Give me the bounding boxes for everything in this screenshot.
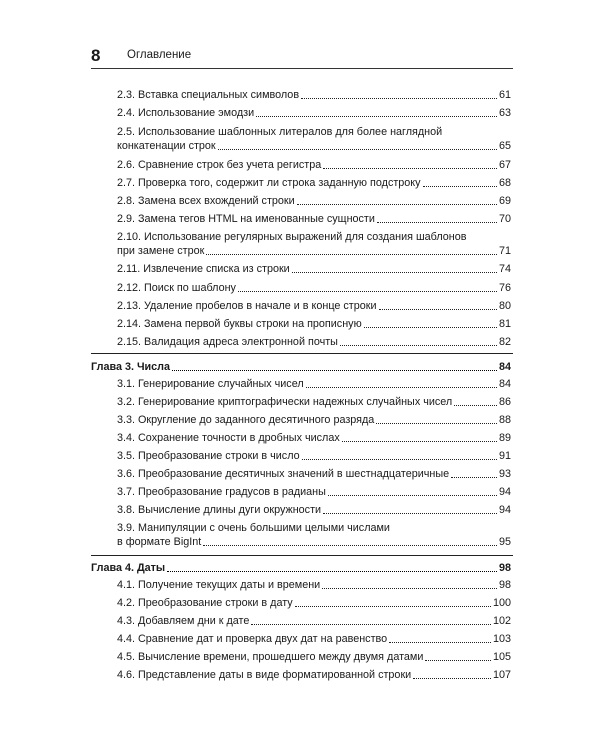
toc-entry xyxy=(117,230,511,258)
chapter-title: Глава 4. Даты xyxy=(91,562,166,574)
entry-title: 3.5. Преобразование строки в число xyxy=(117,450,300,462)
dot-leader xyxy=(206,254,497,255)
page-ref: 84 xyxy=(498,361,511,373)
section-divider xyxy=(91,555,513,556)
toc-entry xyxy=(117,485,511,499)
dot-leader xyxy=(251,624,491,625)
toc-entry xyxy=(117,281,511,295)
entry-title-line1: 2.10. Использование регулярных выражений для создания шаблонов xyxy=(117,231,467,243)
page-ref: 89 xyxy=(498,432,511,444)
page-ref: 103 xyxy=(492,633,511,645)
dot-leader xyxy=(297,204,497,205)
page-ref: 94 xyxy=(498,486,511,498)
dot-leader xyxy=(379,309,497,310)
entry-title: 2.3. Вставка специальных символов xyxy=(117,89,300,101)
dot-leader xyxy=(295,606,491,607)
dot-leader xyxy=(425,660,491,661)
page-ref: 76 xyxy=(498,282,511,294)
dot-leader xyxy=(322,588,497,589)
toc-entry xyxy=(117,262,511,276)
dot-leader xyxy=(323,513,497,514)
toc-entry xyxy=(117,614,511,628)
entry-title: 3.4. Сохранение точности в дробных числах xyxy=(117,432,340,444)
chapter-title: Глава 3. Числа xyxy=(91,361,171,373)
entry-title: 2.6. Сравнение строк без учета регистра xyxy=(117,159,322,171)
toc-entry xyxy=(117,395,511,409)
page-ref: 94 xyxy=(498,504,511,516)
dot-leader xyxy=(340,345,497,346)
toc-entry xyxy=(117,503,511,517)
dot-leader xyxy=(172,370,497,371)
page-ref: 102 xyxy=(492,615,511,627)
entry-title: 4.6. Представление даты в виде форматированной строки xyxy=(117,669,412,681)
page-ref: 81 xyxy=(498,318,511,330)
entry-title: 3.8. Вычисление длины дуги окружности xyxy=(117,504,322,516)
page-ref: 105 xyxy=(492,651,511,663)
toc-entry xyxy=(117,521,511,549)
dot-leader xyxy=(423,186,497,187)
toc-entry xyxy=(117,176,511,190)
page-ref: 61 xyxy=(498,89,511,101)
dot-leader xyxy=(238,291,497,292)
entry-title-line1: 2.5. Использование шаблонных литералов для более наглядной xyxy=(117,126,443,138)
dot-leader xyxy=(302,459,497,460)
toc-entry xyxy=(117,449,511,463)
entry-title: 3.6. Преобразование десятичных значений в шестнадцатеричные xyxy=(117,468,450,480)
entry-title: 2.8. Замена всех вхождений строки xyxy=(117,195,295,207)
dot-leader xyxy=(256,116,497,117)
entry-title: 2.11. Извлечение списка из строки xyxy=(117,263,290,275)
page-ref: 68 xyxy=(498,177,511,189)
dot-leader xyxy=(323,168,497,169)
entry-title-line1: 3.9. Манипуляции с очень большими целыми числами xyxy=(117,522,390,534)
toc-entry xyxy=(117,125,511,153)
page-ref: 80 xyxy=(498,300,511,312)
page-ref: 63 xyxy=(498,107,511,119)
entry-title: 2.12. Поиск по шаблону xyxy=(117,282,236,294)
toc-entry xyxy=(117,596,511,610)
dot-leader xyxy=(328,495,497,496)
entry-title: 4.1. Получение текущих даты и времени xyxy=(117,579,321,591)
page-ref: 88 xyxy=(498,414,511,426)
toc-entry xyxy=(117,158,511,172)
entry-title-line2: конкатенации строк xyxy=(117,140,216,152)
running-title: Оглавление xyxy=(127,49,192,61)
dot-leader xyxy=(364,327,497,328)
page-ref: 95 xyxy=(498,536,511,548)
entry-title: 2.7. Проверка того, содержит ли строка заданную подстроку xyxy=(117,177,421,189)
page-ref: 67 xyxy=(498,159,511,171)
page-ref: 107 xyxy=(492,669,511,681)
entry-title: 4.4. Сравнение дат и проверка двух дат на равенство xyxy=(117,633,388,645)
toc-entry xyxy=(117,317,511,331)
entry-title-line2: при замене строк xyxy=(117,245,205,257)
page-ref: 82 xyxy=(498,336,511,348)
dot-leader xyxy=(389,642,491,643)
entry-title: 4.5. Вычисление времени, прошедшего между двумя датами xyxy=(117,651,424,663)
page-ref: 93 xyxy=(498,468,511,480)
page-ref: 74 xyxy=(498,263,511,275)
dot-leader xyxy=(167,571,497,572)
entry-title: 3.1. Генерирование случайных чисел xyxy=(117,378,304,390)
section-divider xyxy=(91,353,513,354)
dot-leader xyxy=(376,423,497,424)
entry-title-line2: в формате BigInt xyxy=(117,536,202,548)
dot-leader xyxy=(301,98,497,99)
toc-entry xyxy=(117,413,511,427)
entry-title: 2.14. Замена первой буквы строки на прописную xyxy=(117,318,362,330)
page-ref: 91 xyxy=(498,450,511,462)
toc-entry xyxy=(117,299,511,313)
toc-entry xyxy=(117,467,511,481)
entry-title: 4.3. Добавляем дни к дате xyxy=(117,615,250,627)
toc-entry xyxy=(117,335,511,349)
toc-entry xyxy=(117,632,511,646)
page-ref: 98 xyxy=(498,562,511,574)
entry-title: 4.2. Преобразование строки в дату xyxy=(117,597,293,609)
entry-title: 2.15. Валидация адреса электронной почты xyxy=(117,336,338,348)
dot-leader xyxy=(306,387,497,388)
dot-leader xyxy=(451,477,497,478)
toc-entry xyxy=(117,578,511,592)
toc-entry xyxy=(117,431,511,445)
entry-title: 2.13. Удаление пробелов в начале и в конце строки xyxy=(117,300,377,312)
dot-leader xyxy=(218,149,497,150)
dot-leader xyxy=(377,222,497,223)
page-ref: 70 xyxy=(498,213,511,225)
toc-chapter-entry xyxy=(91,561,511,575)
entry-title: 2.4. Использование эмодзи xyxy=(117,107,255,119)
page-ref: 69 xyxy=(498,195,511,207)
toc-entry xyxy=(117,212,511,226)
toc-chapter-entry xyxy=(91,360,511,374)
dot-leader xyxy=(342,441,497,442)
toc-entry xyxy=(117,377,511,391)
entry-title: 2.9. Замена тегов HTML на именованные сущности xyxy=(117,213,375,225)
toc-entry xyxy=(117,650,511,664)
page-ref: 100 xyxy=(492,597,511,609)
page-number: 8 xyxy=(91,46,101,65)
page-ref: 71 xyxy=(498,245,511,257)
page-ref: 98 xyxy=(498,579,511,591)
dot-leader xyxy=(413,678,491,679)
dot-leader xyxy=(292,272,497,273)
toc-entry xyxy=(117,194,511,208)
toc-entry xyxy=(117,88,511,102)
page-ref: 65 xyxy=(498,140,511,152)
page-ref: 86 xyxy=(498,396,511,408)
toc-entry xyxy=(117,106,511,120)
page-ref: 84 xyxy=(498,378,511,390)
dot-leader xyxy=(454,405,497,406)
dot-leader xyxy=(203,545,497,546)
toc-entry xyxy=(117,668,511,682)
entry-title: 3.3. Округление до заданного десятичного разряда xyxy=(117,414,375,426)
entry-title: 3.2. Генерирование криптографически надежных случайных чисел xyxy=(117,396,453,408)
entry-title: 3.7. Преобразование градусов в радианы xyxy=(117,486,326,498)
